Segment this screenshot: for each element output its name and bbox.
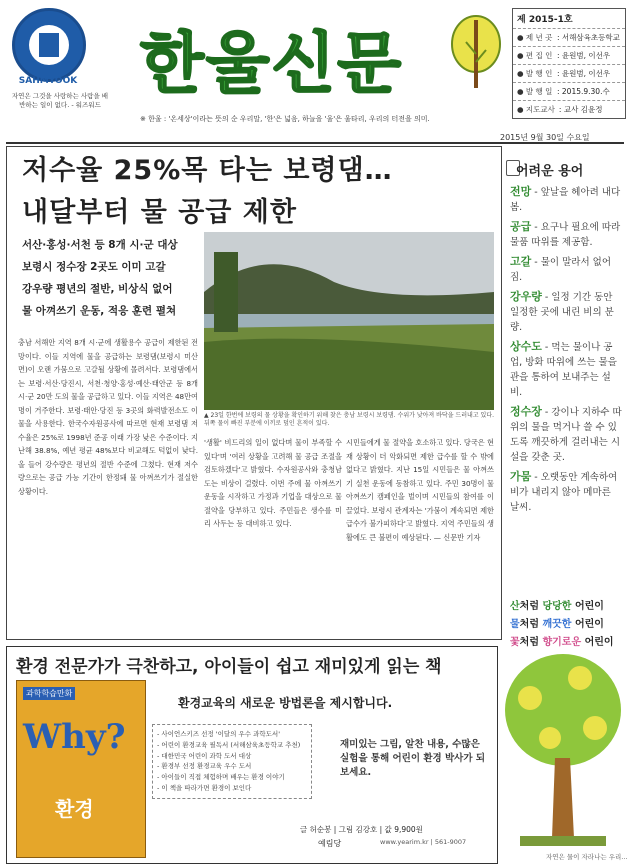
glossary-term: 가뭄 - 오랫동안 계속하여 비가 내리지 않아 메마른 날씨.: [510, 470, 618, 513]
tree-drawing: [500, 648, 626, 860]
info-row: ● 제 년 곳 : 서해삼육초등학교: [513, 28, 625, 46]
subheadline: 물 아껴쓰기 운동, 적응 훈련 펼쳐: [22, 305, 177, 317]
issue-info-box: [512, 8, 626, 119]
masthead-note: ※ 한울 : '온세상'이라는 뜻의 순 우리말, '한'은 넓음, 하늘을 '울'은 울타리, 우리의 터전을 의미.: [140, 115, 430, 123]
ad-features: [152, 724, 312, 799]
ad-credits: 글 허순봉 | 그림 김강호 | 값 9,900원: [300, 825, 423, 834]
info-row: ● 발 행 일 : 2015.9.30.수: [513, 82, 625, 100]
newspaper-title: 한울신문: [140, 25, 404, 102]
tree-caption: 자연은 물이 자라나는 우리...: [546, 853, 628, 861]
publisher-url: www.yearim.kr | 561-9007: [380, 838, 467, 846]
motto: 자연은 그것을 사랑하는 사람을 배반하는 일이 없다. - 워즈워드: [11, 92, 109, 109]
school-slogan: [510, 598, 622, 652]
dam-photo: [204, 232, 494, 410]
subheadline: 서산·홍성·서천 등 8개 시·군 대상: [22, 239, 178, 251]
glossary-title: 어려운 용어: [516, 164, 584, 179]
glossary-term: 강우량 - 일정 기간 동안 일정한 곳에 내린 비의 분량.: [510, 290, 614, 333]
ad-feature: - 사이언스키즈 선정 '이달의 우수 과학도서': [157, 730, 280, 738]
photo-caption: ▲ 23일 한번에 보령의 물 상황을 확인하기 위해 찾은 충남 보령시 보령댐. 수위가 낮아져 바닥을 드러내고 있다. 뒤쪽 물이 빠진 부분에 이끼로 덮인 흔적이 있다.: [204, 412, 495, 427]
ad-headline: 환경 전문가가 극찬하고, 아이들이 쉽고 재미있게 읽는 책: [16, 657, 442, 677]
ad-feature: - 환경부 선정 환경교육 우수 도서: [157, 762, 252, 771]
slogan-line: 산처럼 당당한 어린이: [510, 601, 604, 612]
issue-number: 제 2015-1호: [517, 15, 573, 25]
tree-icon: [448, 14, 504, 94]
glossary-list: [510, 184, 622, 519]
publisher-logo: 예림당: [318, 839, 342, 848]
ad-pitch: 재미있는 그림, 알찬 내용, 수많은 실험을 통해 어린이 환경 박사가 되보세요.: [340, 739, 486, 778]
article-column-2: '생활' 비드리의 일이 없다며 물이 부족할 수 있다'며 '여러 상황을 고려해 물 공급 조절을 검토하겠다'고 밝혔다. 수자원공사와 충청남도는 비상이 걸렸다. 이번 주에 물 아껴쓰기 운동을 시작하고 가정과 기업을 대상으로 물 절약을 당부하고 있다. 주민들은 생수를 미리 사두는 등 대비하고 있다.: [204, 438, 342, 528]
school-logo: [12, 8, 86, 82]
book-cover: [16, 680, 146, 858]
slogan-line: 물처럼 깨끗한 어린이: [510, 619, 604, 630]
info-row: ● 편 집 인 : 윤원범, 이선우: [513, 46, 625, 64]
glossary-term: 고갈 - 물이 말라서 없어짐.: [510, 255, 612, 283]
ad-subhead: 환경교육의 새로운 방법론을 제시합니다.: [178, 696, 393, 710]
ad-feature: - 아이들이 직접 체험하며 배우는 환경 이야기: [157, 773, 285, 782]
book-series: 과학학습만화: [23, 687, 75, 700]
slogan-line: 꽃처럼 향기로운 어린이: [510, 637, 614, 648]
divider: [6, 142, 624, 144]
ad-feature: - 대한민국 어린이 과학 도서 대상: [157, 751, 252, 760]
logo-text: SAHMYOOK: [18, 76, 78, 86]
ad-feature: - 어린이 환경교육 필독서 (서해삼육초등학교 추천): [157, 740, 301, 749]
subheadline: 강우량 평년의 절반, 비상식 없어: [22, 283, 173, 295]
headline-line-1: 저수율 25%목 타는 보령댐…: [22, 155, 393, 186]
subheadlines: [22, 234, 197, 322]
info-row: ● 발 행 인 : 윤원범, 이선우: [513, 64, 625, 82]
book-title: 환경: [55, 797, 94, 821]
subheadline: 보령시 정수장 2곳도 이미 고갈: [22, 261, 166, 273]
glossary-term: 공급 - 요구나 필요에 따라 물품 따위를 제공함.: [510, 220, 621, 248]
ad-feature: - 이 책을 따라가면 환경이 보인다: [157, 783, 252, 792]
glossary-term: 정수장 - 강이나 지하수 따위의 물을 먹거나 쓸 수 있도록 깨끗하게 걸러내는 시설을 갖춘 곳.: [510, 405, 622, 463]
article-column-3: 시민들에게 물 절약을 호소하고 있다. 당국은 현재 상황이 더 악화되면 제한 급수를 할 수 밖에 없다고 밝혔다. 지난 15일 시민들은 물 아껴쓰기 실천 운동에 동참하고 있다. 주민 30명이 물 아껴쓰기 캠페인을 벌이며 시민들의 참여를 이끌었다. 보령시 관계자는 '가뭄이 계속되면 제한 급수가 불가피하다'고 밝혔다. 지역 주민들의 생활에도 큰 불편이 예상된다. — 신문반 기자: [346, 438, 494, 542]
info-row: ● 지도교사 : 교사 김윤정: [513, 100, 625, 118]
glossary-term: 상수도 - 먹는 물이나 공업, 방화 따위에 쓰는 물을 관을 통하여 보내주는 설비.: [510, 340, 617, 398]
issue-date: 2015년 9월 30일 수요일: [500, 133, 590, 142]
book-why: Why?: [23, 717, 126, 757]
article-column-1: 충남 서해안 지역 8개 시·군에 생활용수 공급이 제한된 전망이다. 이들 지역에 물을 공급하는 보령댐(보령시 미산면)이 오랜 가뭄으로 고갈될 상황에 몰려서다. 보령댐에서는 보령·서산·당진시, 서천·청양·홍성·예산·태안군 등 8개 시·군 20만 도의 물을 공급하고 있다. 이들 지역은 48만여명이 거주한다. 보령·태안·당진 등 3곳의 화력발전소도 이 물을 사용한다. 한국수자원공사에 따르면 현재 보령댐 저수율은 25%로 1998년 준공 이래 가장 낮은 수준이다. 지난해 38.8%, 예년 평균 48%보다 비교해도 턱없이 낮다. 올 들어 강수량은 평년의 절반 수준에 그쳤다. 현재 저수량으로는 공급 가능 기간이 한정돼 물 아껴쓰기가 절실한 상황이다.: [18, 338, 199, 496]
headline-line-2: 내달부터 물 공급 제한: [22, 197, 297, 228]
glossary-term: 전망 - 앞날을 헤아려 내다 봄.: [510, 185, 621, 213]
